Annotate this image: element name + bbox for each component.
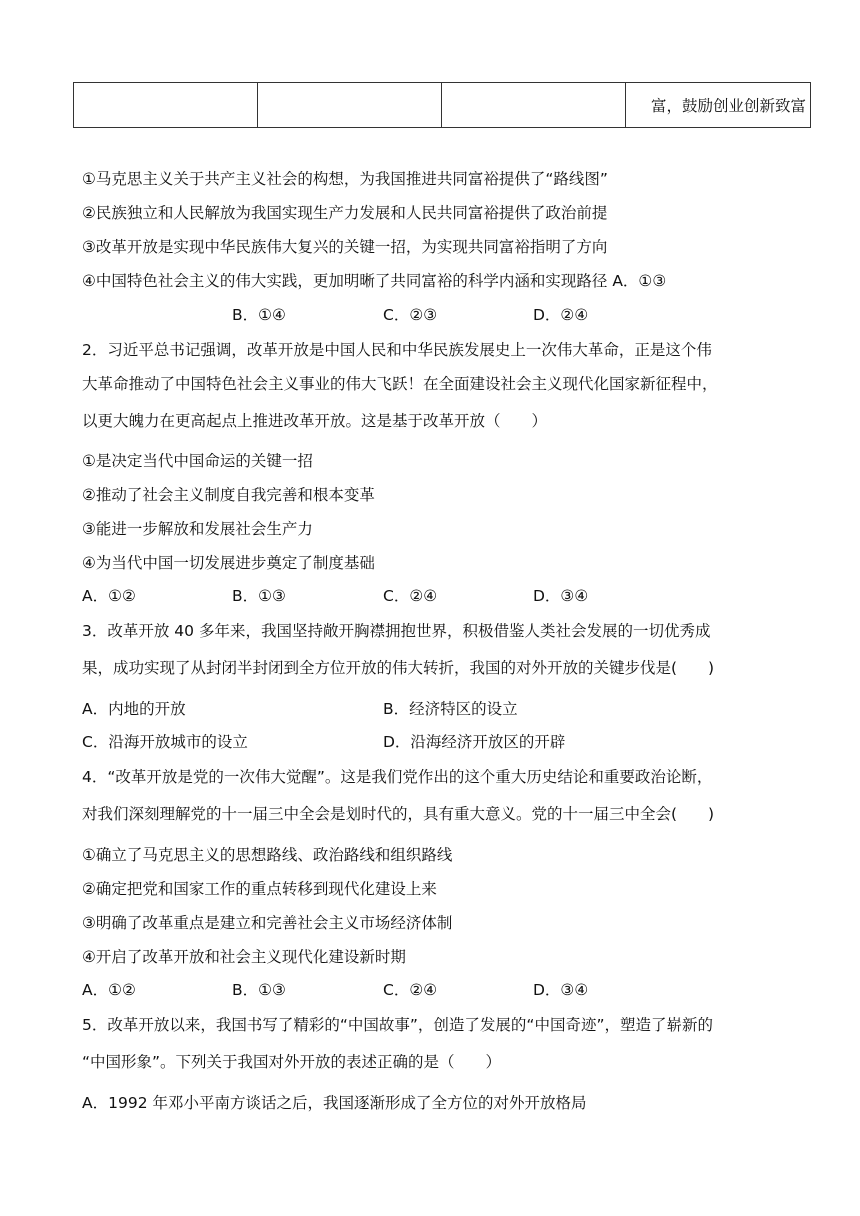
- q4-stem-line: 对我们深刻理解党的十一届三中全会是划时代的，具有重大意义。党的十一届三中全会( ): [82, 805, 715, 823]
- q1-item-2: ②民族独立和人民解放为我国实现生产力发展和人民共同富裕提供了政治前提: [82, 204, 608, 222]
- q2-item-2: ②推动了社会主义制度自我完善和根本变革: [82, 486, 375, 504]
- q1-option-c: C．②③: [383, 306, 438, 324]
- q1-item-3: ③改革开放是实现中华民族伟大复兴的关键一招，为实现共同富裕指明了方向: [82, 238, 608, 256]
- q1-item-4: ④中国特色社会主义的伟大实践，更加明晰了共同富裕的科学内涵和实现路径 A．①③: [82, 272, 667, 290]
- q1-item-1: ①马克思主义关于共产主义社会的构想，为我国推进共同富裕提供了“路线图”: [82, 170, 608, 188]
- q2-option-c: C．②④: [383, 587, 438, 605]
- q4-item-2: ②确定把党和国家工作的重点转移到现代化建设上来: [82, 880, 437, 898]
- q2-option-d: D．③④: [533, 587, 589, 605]
- table-fragment: [73, 82, 811, 128]
- q2-stem-line: 大革命推动了中国特色社会主义事业的伟大飞跃！在全面建设社会主义现代化国家新征程中，: [82, 375, 718, 393]
- q3-option-a: A．内地的开放: [82, 700, 186, 718]
- q5-option-a: A．1992 年邓小平南方谈话之后，我国逐渐形成了全方位的对外开放格局: [82, 1094, 587, 1112]
- q3-option-c: C．沿海开放城市的设立: [82, 733, 248, 751]
- q1-option-d: D．②④: [533, 306, 589, 324]
- q5-stem-line: 5．改革开放以来，我国书写了精彩的“中国故事”，创造了发展的“中国奇迹”，塑造了崭新的: [82, 1016, 713, 1034]
- q5-stem-line: “中国形象”。下列关于我国对外开放的表述正确的是（ ）: [82, 1053, 502, 1071]
- table-row: [74, 83, 811, 128]
- table-cell: 富，鼓励创业创新致富: [626, 83, 811, 128]
- table-cell: [258, 83, 442, 128]
- q4-option-c: C．②④: [383, 981, 438, 999]
- q3-stem-line: 3．改革开放 40 多年来，我国坚持敞开胸襟拥抱世界，积极借鉴人类社会发展的一切优秀成: [82, 622, 711, 640]
- q4-option-b: B．①③: [232, 981, 286, 999]
- q4-item-3: ③明确了改革重点是建立和完善社会主义市场经济体制: [82, 914, 453, 932]
- q4-item-1: ①确立了马克思主义的思想路线、政治路线和组织路线: [82, 846, 453, 864]
- q2-option-b: B．①③: [232, 587, 286, 605]
- q2-item-1: ①是决定当代中国命运的关键一招: [82, 452, 313, 470]
- q4-option-a: A．①②: [82, 981, 136, 999]
- q2-stem-line: 以更大魄力在更高起点上推进改革开放。这是基于改革开放（ ）: [82, 412, 548, 430]
- q2-stem-line: 2．习近平总书记强调，改革开放是中国人民和中华民族发展史上一次伟大革命，正是这个伟: [82, 341, 712, 359]
- q4-item-4: ④开启了改革开放和社会主义现代化建设新时期: [82, 948, 406, 966]
- q2-option-a: A．①②: [82, 587, 136, 605]
- q4-option-d: D．③④: [533, 981, 589, 999]
- q1-option-b: B．①④: [232, 306, 286, 324]
- q3-option-d: D．沿海经济开放区的开辟: [383, 733, 566, 751]
- q3-option-b: B．经济特区的设立: [383, 700, 518, 718]
- q2-item-3: ③能进一步解放和发展社会生产力: [82, 520, 313, 538]
- q2-item-4: ④为当代中国一切发展进步奠定了制度基础: [82, 554, 375, 572]
- table-cell: [442, 83, 626, 128]
- table-cell: [74, 83, 258, 128]
- q4-stem-line: 4．“改革开放是党的一次伟大觉醒”。这是我们党作出的这个重大历史结论和重要政治论断，: [82, 768, 713, 786]
- q3-stem-line: 果，成功实现了从封闭半封闭到全方位开放的伟大转折，我国的对外开放的关键步伐是( ): [82, 659, 715, 677]
